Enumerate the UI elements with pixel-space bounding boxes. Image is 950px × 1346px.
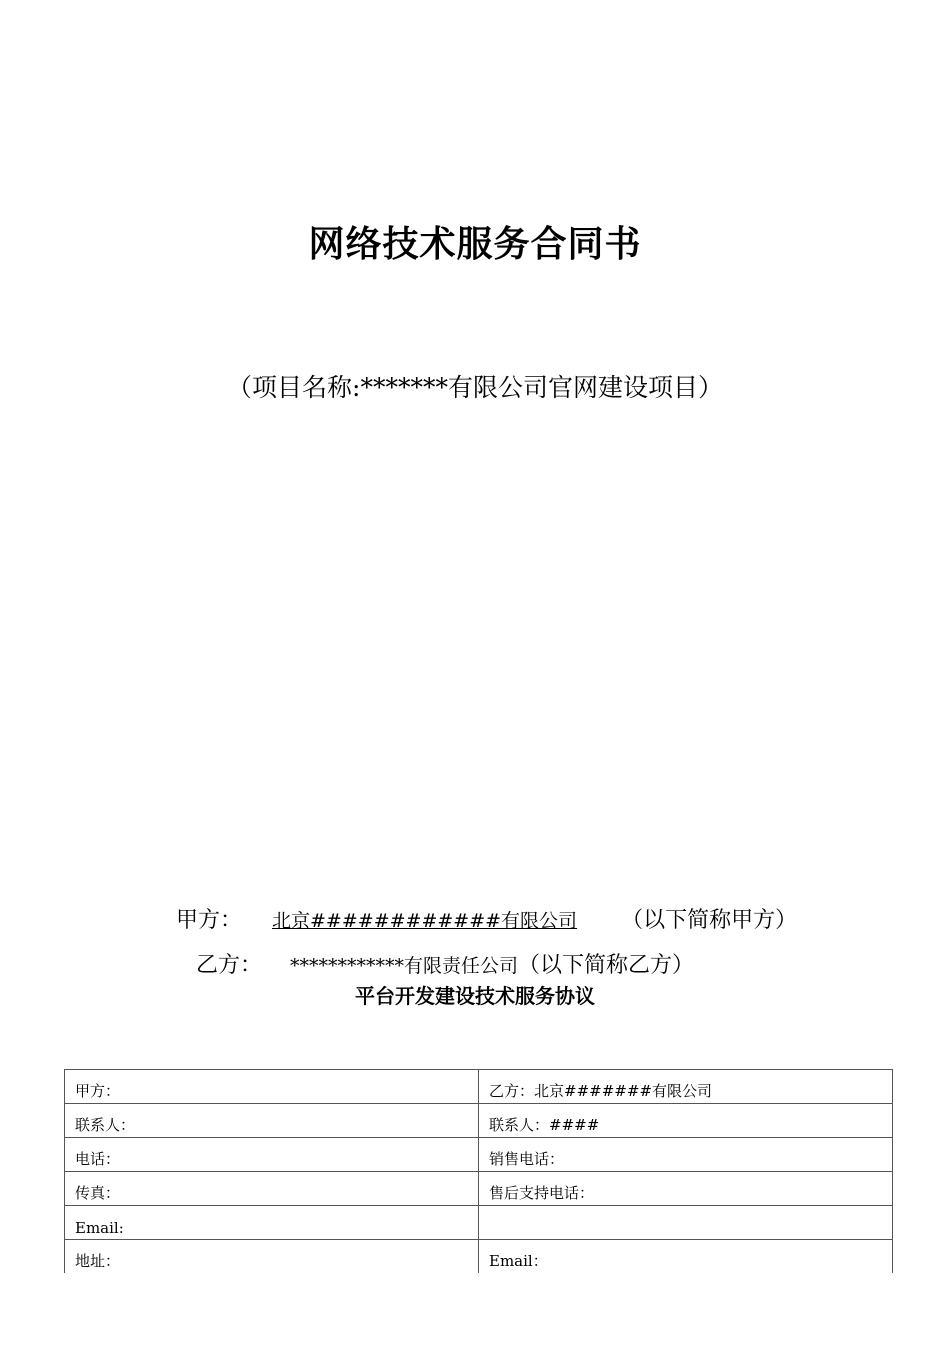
party-info-table: [64, 1069, 893, 1273]
table-cell: 销售电话：: [479, 1138, 893, 1172]
table-cell: 乙方：北京#######有限公司: [479, 1070, 893, 1104]
table-row: [65, 1172, 893, 1206]
party-a-label: 甲方：: [176, 908, 243, 933]
party-a-line: [176, 903, 797, 934]
party-a-name: 北京############有限公司: [272, 910, 578, 932]
party-b-note: （以下简称乙方）: [518, 953, 695, 978]
table-cell: 传真：: [65, 1172, 479, 1206]
project-name: （项目名称:*******有限公司官网建设项目）: [227, 373, 723, 402]
table-cell: 联系人：: [65, 1104, 479, 1138]
table-cell: Email：: [479, 1240, 893, 1274]
table-cell: [479, 1206, 893, 1240]
table-row: [65, 1104, 893, 1138]
table-cell: Email:: [65, 1206, 479, 1240]
table-cell: 售后支持电话：: [479, 1172, 893, 1206]
table-cell: 联系人：####: [479, 1104, 893, 1138]
party-b-name: ************有限责任公司: [290, 955, 519, 977]
table-cell: 地址：: [65, 1240, 479, 1274]
table-row: [65, 1206, 893, 1240]
agreement-title: 平台开发建设技术服务协议: [355, 984, 595, 1008]
table-cell: 甲方：: [65, 1070, 479, 1104]
party-a-note: （以下简称甲方）: [621, 908, 798, 933]
contract-title: 网络技术服务合同书: [308, 224, 642, 265]
table-cell: 电话：: [65, 1138, 479, 1172]
table-row: [65, 1138, 893, 1172]
party-b-line: [196, 948, 694, 979]
party-b-label: 乙方：: [196, 953, 263, 978]
table-row: [65, 1070, 893, 1104]
table-row: [65, 1240, 893, 1274]
